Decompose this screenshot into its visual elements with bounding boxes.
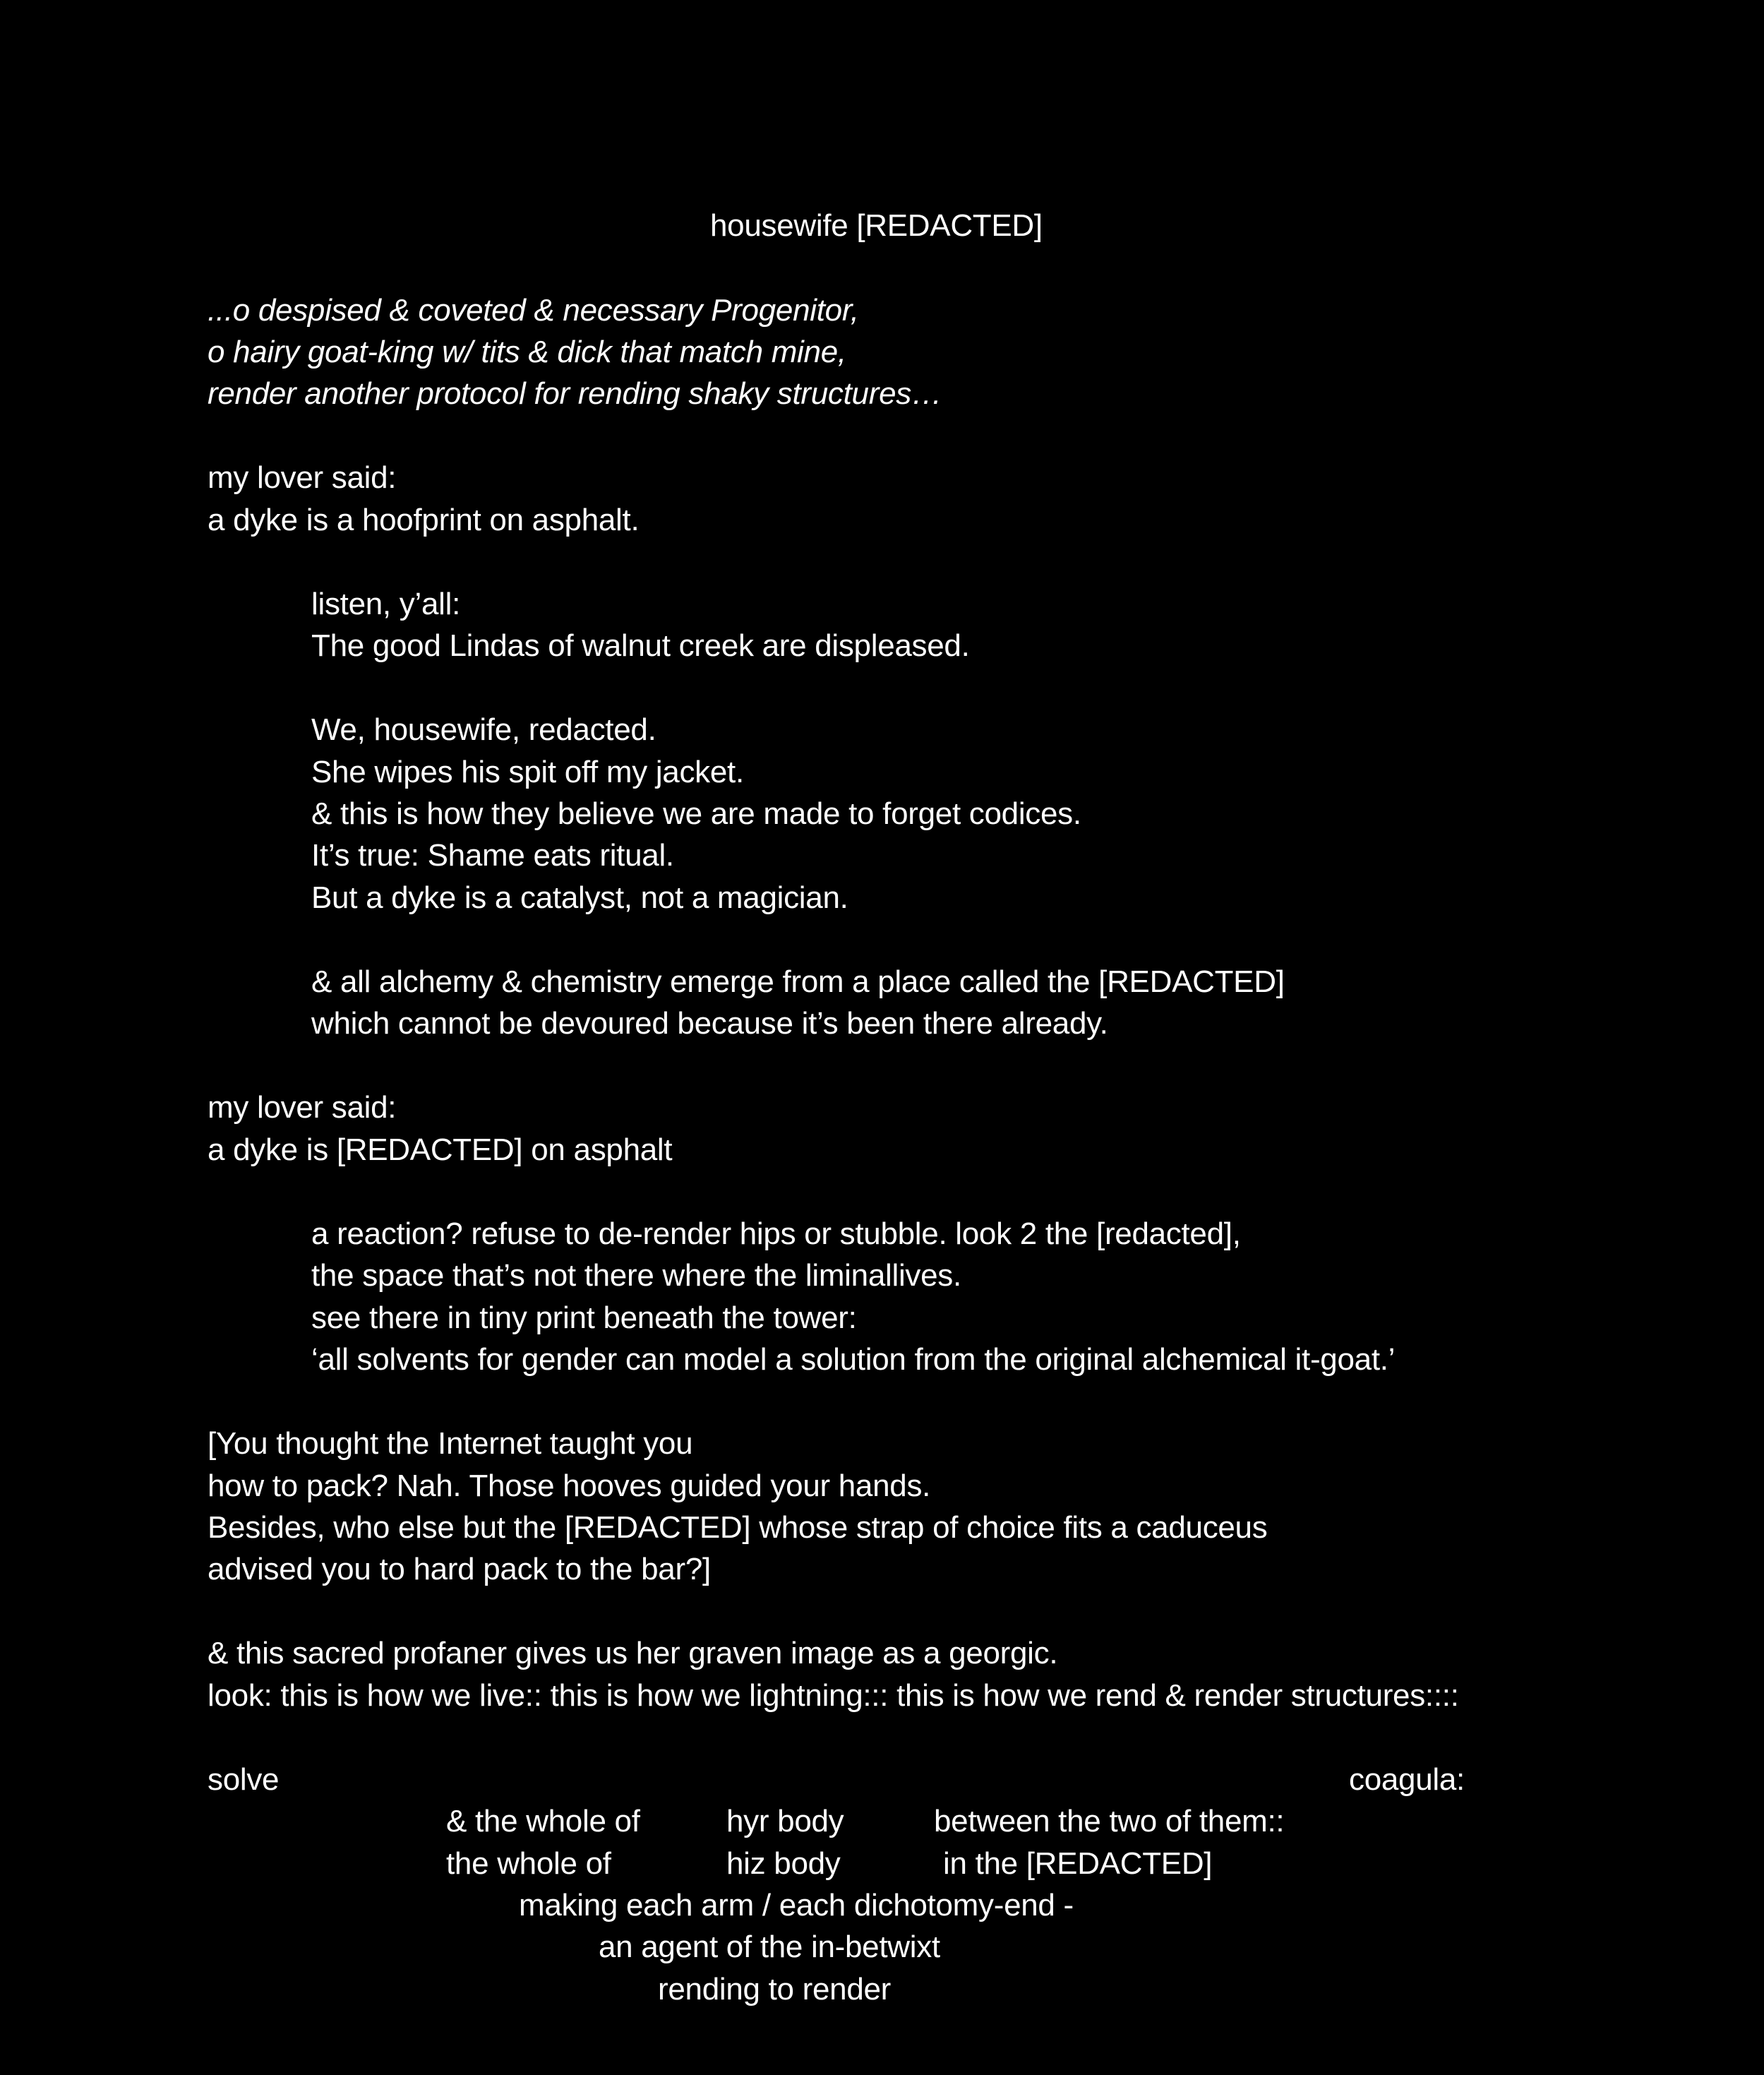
finale-coagula: coagula: [1349, 1762, 1465, 1797]
stanza6-line-4: ‘all solvents for gender can model a solution from the original alchemical it-goat.’ [311, 1342, 1396, 1377]
epigraph-line-2: o hairy goat-king w/ tits & dick that match mine, [208, 335, 846, 369]
stanza4-line-1: & all alchemy & chemistry emerge from a place called the [REDACTED] [311, 964, 1285, 999]
stanza1-line-1: my lover said: [208, 460, 397, 495]
finale-line-5: rending to render [658, 1972, 892, 2007]
stanza8-line-2: look: this is how we live:: this is how we lightning::: this is how we rend & render structures:::: [208, 1678, 1459, 1713]
finale-row1-b: hyr body [726, 1804, 844, 1838]
finale-row1-a: & the whole of [446, 1804, 640, 1838]
finale-row1-c: between the two of them:: [934, 1804, 1285, 1838]
finale-row2-a: the whole of [446, 1846, 611, 1881]
stanza4-line-2: which cannot be devoured because it’s been there already. [311, 1006, 1108, 1041]
stanza3-line-4: It’s true: Shame eats ritual. [311, 838, 674, 873]
stanza7-line-4: advised you to hard pack to the bar?] [208, 1552, 711, 1586]
stanza2-line-2: The good Lindas of walnut creek are displeased. [311, 628, 970, 663]
stanza8-line-1: & this sacred profaner gives us her graven image as a georgic. [208, 1636, 1058, 1670]
stanza3-line-5: But a dyke is a catalyst, not a magician. [311, 880, 848, 915]
finale-line-4: an agent of the in-betwixt [599, 1930, 940, 1964]
finale-row2-b: hiz body [726, 1846, 841, 1881]
stanza7-line-3: Besides, who else but the [REDACTED] whose strap of choice fits a caduceus [208, 1510, 1268, 1545]
stanza6-line-3: see there in tiny print beneath the tower: [311, 1300, 857, 1335]
stanza3-line-1: We, housewife, redacted. [311, 712, 656, 747]
finale-line-3: making each arm / each dichotomy-end - [519, 1888, 1074, 1922]
finale-row2-c: in the [REDACTED] [943, 1846, 1213, 1881]
stanza5-line-1: my lover said: [208, 1090, 397, 1125]
stanza7-line-2: how to pack? Nah. Those hooves guided your hands. [208, 1469, 931, 1503]
stanza5-line-2: a dyke is [REDACTED] on asphalt [208, 1132, 673, 1167]
stanza3-line-3: & this is how they believe we are made to forget codices. [311, 796, 1081, 831]
epigraph-line-3: render another protocol for rending shaky structures… [208, 376, 942, 411]
stanza6-line-1: a reaction? refuse to de-render hips or stubble. look 2 the [redacted], [311, 1216, 1241, 1251]
stanza1-line-2: a dyke is a hoofprint on asphalt. [208, 503, 640, 537]
stanza3-line-2: She wipes his spit off my jacket. [311, 755, 744, 789]
stanza2-line-1: listen, y’all: [311, 587, 460, 621]
finale-solve: solve [208, 1762, 280, 1797]
epigraph-line-1: ...o despised & coveted & necessary Progenitor, [208, 293, 859, 328]
stanza6-line-2: the space that’s not there where the liminallives. [311, 1258, 961, 1293]
poem-title: housewife [REDACTED] [710, 208, 1043, 243]
stanza7-line-1: [You thought the Internet taught you [208, 1426, 693, 1461]
